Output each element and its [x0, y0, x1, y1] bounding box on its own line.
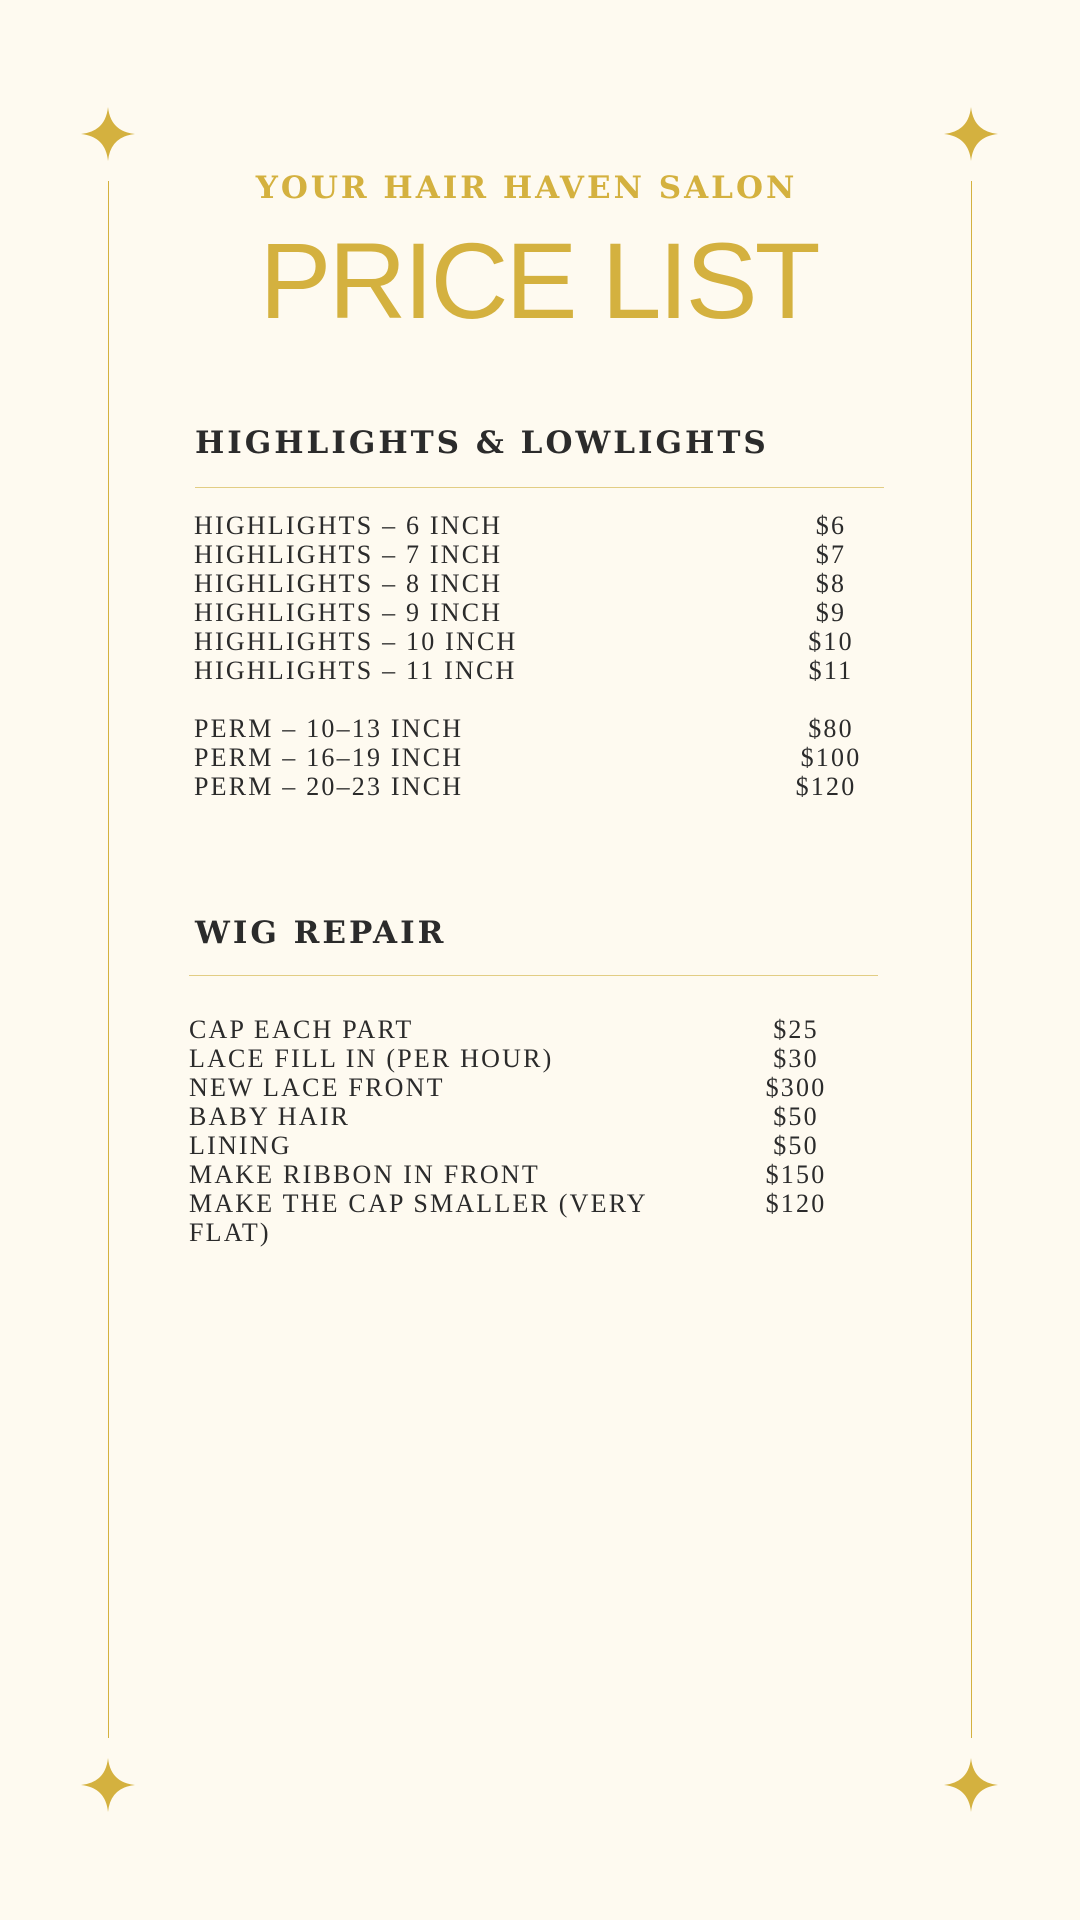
- list-item: [194, 627, 894, 656]
- list-spacer: [194, 685, 894, 714]
- list-item: [194, 772, 894, 801]
- list-item: [189, 1073, 894, 1102]
- service-price: $50: [773, 1102, 819, 1131]
- list-item: [194, 540, 894, 569]
- service-name: MAKE THE CAP SMALLER (VERY FLAT): [189, 1189, 647, 1247]
- list-item: [194, 656, 894, 685]
- service-name: HIGHLIGHTS – 8 INCH: [194, 569, 503, 598]
- list-item: [194, 714, 894, 743]
- service-name: CAP EACH PART: [189, 1015, 414, 1044]
- list-item: [189, 1015, 894, 1044]
- service-name: HIGHLIGHTS – 9 INCH: [194, 598, 503, 627]
- service-price: $7: [815, 540, 847, 569]
- section-divider: [195, 487, 884, 488]
- service-name: MAKE RIBBON IN FRONT: [189, 1160, 540, 1189]
- sparkle-icon: [944, 1758, 998, 1812]
- list-item: [189, 1102, 894, 1131]
- service-name: HIGHLIGHTS – 6 INCH: [194, 511, 503, 540]
- service-price: $25: [773, 1015, 819, 1044]
- sparkle-icon: [944, 107, 998, 161]
- service-price: $100: [800, 743, 862, 772]
- section-heading-highlights: HIGHLIGHTS & LOWLIGHTS: [195, 425, 769, 461]
- list-item: [194, 569, 894, 598]
- service-price: $50: [773, 1131, 819, 1160]
- service-price: $10: [808, 627, 854, 656]
- service-name: HIGHLIGHTS – 10 INCH: [194, 627, 518, 656]
- service-price: $120: [765, 1189, 827, 1218]
- list-item: [189, 1131, 894, 1160]
- service-name: HIGHLIGHTS – 7 INCH: [194, 540, 503, 569]
- service-name: PERM – 10–13 INCH: [194, 714, 464, 743]
- list-item: [194, 511, 894, 540]
- service-price: $6: [815, 511, 847, 540]
- frame-line-left: [108, 181, 109, 1738]
- service-name: HIGHLIGHTS – 11 INCH: [194, 656, 517, 685]
- service-name: LINING: [189, 1131, 292, 1160]
- sparkle-icon: [81, 1758, 135, 1812]
- service-name: BABY HAIR: [189, 1102, 351, 1131]
- section-divider: [189, 975, 878, 976]
- service-price: $11: [808, 656, 854, 685]
- price-list-highlights: [194, 511, 894, 801]
- list-item: [189, 1044, 894, 1073]
- service-name: PERM – 20–23 INCH: [194, 772, 464, 801]
- service-price: $150: [765, 1160, 827, 1189]
- page-title: PRICE LIST: [259, 220, 818, 341]
- service-price: $300: [765, 1073, 827, 1102]
- sparkle-icon: [81, 107, 135, 161]
- salon-name: YOUR HAIR HAVEN SALON: [255, 170, 798, 206]
- service-price: $80: [808, 714, 854, 743]
- section-heading-wig-repair: WIG REPAIR: [195, 915, 447, 951]
- service-name: PERM – 16–19 INCH: [194, 743, 464, 772]
- list-item: [189, 1189, 894, 1247]
- frame-line-right: [971, 181, 972, 1738]
- price-list-wig-repair: [189, 1015, 894, 1247]
- service-price: $30: [773, 1044, 819, 1073]
- service-name: LACE FILL IN (PER HOUR): [189, 1044, 554, 1073]
- service-price: $8: [815, 569, 847, 598]
- service-price: $9: [815, 598, 847, 627]
- list-item: [194, 598, 894, 627]
- list-item: [194, 743, 894, 772]
- list-item: [189, 1160, 894, 1189]
- service-name: NEW LACE FRONT: [189, 1073, 445, 1102]
- service-price: $120: [795, 772, 857, 801]
